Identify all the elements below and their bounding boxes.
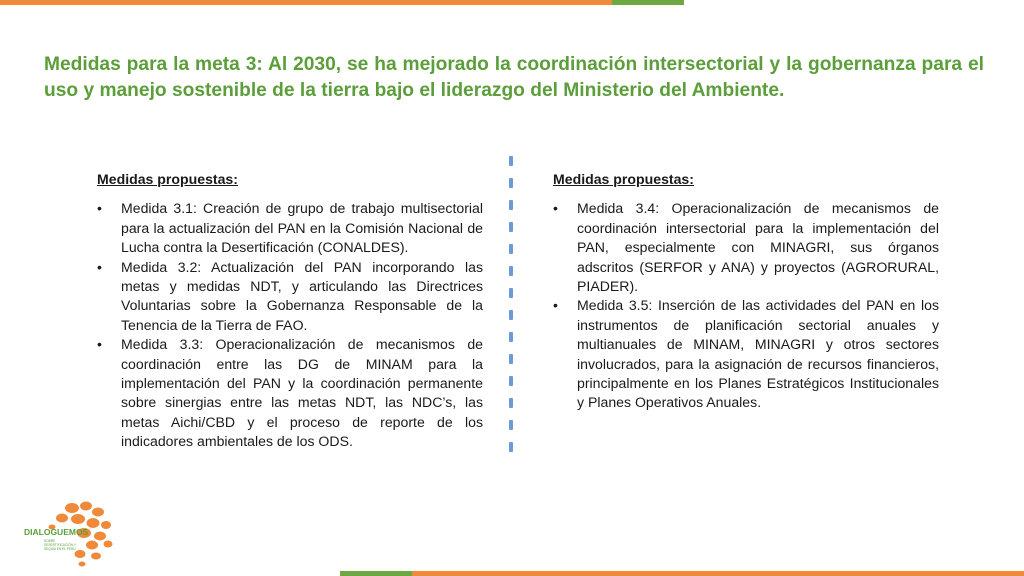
list-item <box>97 199 483 257</box>
left-column-heading: Medidas propuestas: <box>97 171 238 187</box>
slide-title: Medidas para la meta 3: Al 2030, se ha mejorado la coordinación intersectorial y la gobernanza para el uso y manejo sostenible de la tierra bajo el liderazgo del Ministerio del Ambiente. <box>44 54 984 101</box>
list-item <box>553 199 939 296</box>
logo-subtitle-3: SEQUÍA EN EL PERÚ <box>44 547 76 551</box>
list-item <box>553 296 939 412</box>
measure-text: Medida 3.2: Actualización del PAN incorporando las metas y medidas NDT, y articulando las Directrices Voluntarias sobre la Gobernanza Responsable de la Tenencia de la Tierra de FAO. <box>121 258 483 333</box>
logo-subtitle-2: DESERTIFICACIÓN Y <box>44 543 76 547</box>
bullet-icon: • <box>553 297 558 314</box>
logo-name: DIALOGUEMOS <box>24 527 89 537</box>
right-column-heading: Medidas propuestas: <box>553 171 694 187</box>
bottom-accent-bar-green <box>340 571 412 576</box>
measure-text: Medida 3.1: Creación de grupo de trabajo multisectorial para la actualización del PAN en la Comisión Nacional de Lucha contra la Desertificación (CONALDES). <box>121 200 483 256</box>
bullet-icon: • <box>97 200 102 217</box>
measure-text: Medida 3.4: Operacionalización de mecanismos de coordinación intersectorial para la implementación del PAN, especialmente con MINAGRI, sus órganos adscritos (SERFOR y ANA) y proyectos (AGRORURAL, PIADER). <box>577 200 939 295</box>
measure-text: Medida 3.5: Inserción de las actividades del PAN en los instrumentos de planificación sectorial anuales y multianuales de MINAM, MINAGRI y otros sectores involucrados, para la asignación de recursos financieros, principalmente en los Planes Estratégicos Institucionales y Planes Operativos Anuales. <box>577 297 939 411</box>
right-column <box>553 170 939 413</box>
column-divider <box>509 156 515 462</box>
measure-text: Medida 3.3: Operacionalización de mecanismos de coordinación entre las DG de MINAM para la implementación del PAN y la coordinación permanente sobre sinergias entre las metas NDT, las NDC’s, las metas Aichi/CBD y el proceso de reporte de los indicadores ambientales de los ODS. <box>121 336 483 450</box>
list-item <box>97 335 483 451</box>
top-accent-bar-green <box>612 0 684 5</box>
bullet-icon: • <box>97 258 102 275</box>
dialoguemos-logo <box>22 498 114 568</box>
left-measures-list <box>97 199 483 451</box>
bullet-icon: • <box>97 336 102 353</box>
bottom-accent-bar-orange <box>412 571 1024 576</box>
logo-subtitle-1: SOBRE <box>44 539 56 543</box>
left-column <box>97 170 483 452</box>
top-accent-bar-orange <box>0 0 612 5</box>
bullet-icon: • <box>553 200 558 217</box>
right-measures-list <box>553 199 939 412</box>
list-item <box>97 258 483 336</box>
